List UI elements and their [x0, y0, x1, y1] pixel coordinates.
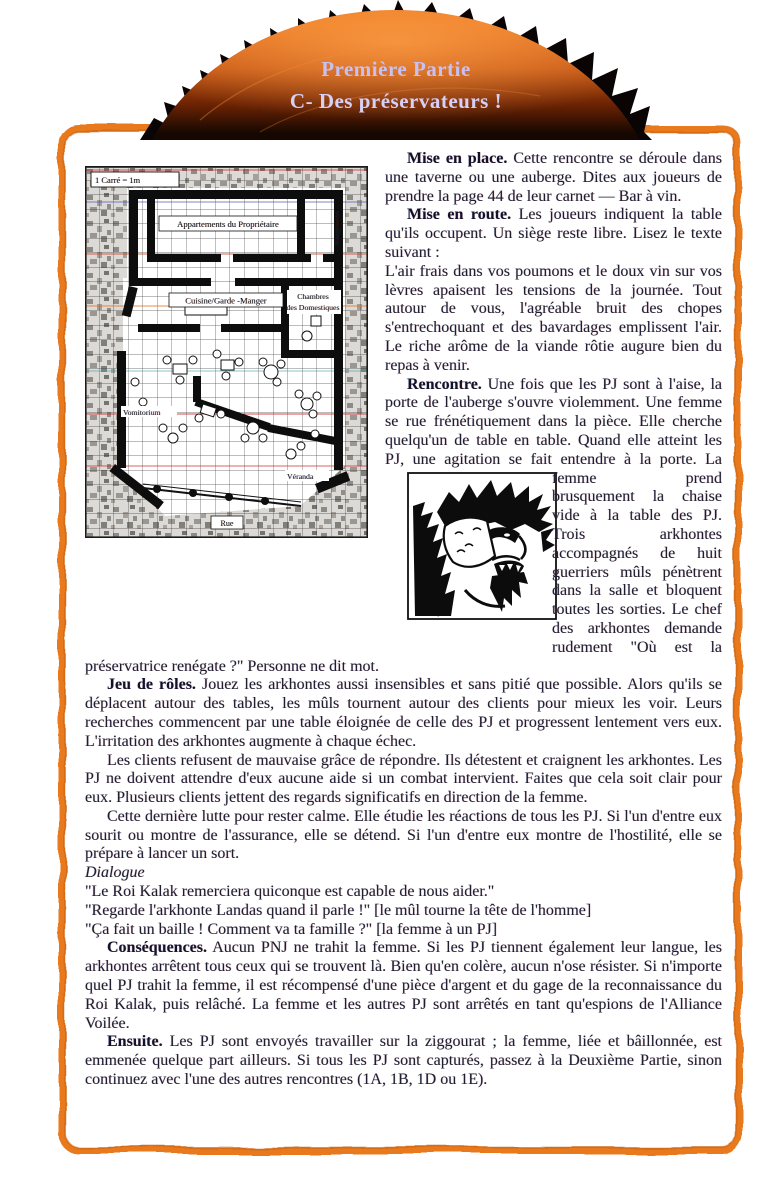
heading-mise-en-place: Mise en place.	[407, 150, 508, 167]
flame-header-art	[140, 0, 652, 142]
heading-mise-en-route: Mise en route.	[407, 206, 512, 224]
dialogue-label: Dialogue	[85, 864, 145, 882]
text-mise-en-route: Les joueurs indiquent la table qu'ils occupent. Un siège reste libre. Lisez le texte suivant :	[385, 206, 723, 261]
map-scale-label: 1 Carré = 1m	[95, 175, 141, 185]
heading-ensuite: Ensuite.	[107, 1033, 163, 1051]
heading-rencontre: Rencontre.	[407, 375, 482, 393]
portrait-illustration	[385, 472, 535, 620]
dialogue-line-2: "Regarde l'arkhonte Landas quand il parle !" [le mûl tourne la tête de l'homme]	[85, 901, 592, 919]
room-label-owner: Appartements du Propriétaire	[177, 219, 279, 229]
room-label-street: Rue	[220, 519, 234, 528]
heading-jeu-de-roles: Jeu de rôles.	[107, 676, 196, 694]
para-clients: Les clients refusent de mauvaise grâce de répondre. Ils détestent et craignent les arkhontes. Les PJ ne doivent attendre d'eux aucune aide si un combat intervient. Faites que cela soit clair pour eux. Plusieurs clients jettent des regards significatifs en direction de la femme.	[85, 751, 722, 807]
room-label-vomitorium: Vomitorium	[123, 408, 161, 417]
para-ensuite	[85, 1033, 722, 1089]
text-rencontre-before: Une fois que les PJ sont à l'aise, la porte de l'auberge s'ouvre violemment. Une femme se rue frénétiquement dans la pièce. Elle cherche quelqu'un de table en table. Quand elle atteint les PJ, une agitation se fait entendre à la porte. La femme	[385, 375, 722, 487]
dialogue-line-1: "Le Roi Kalak remerciera quiconque est capable de nous aider."	[85, 883, 495, 901]
room-label-servants-2: des Domestiques	[286, 303, 340, 312]
room-label-servants-1: Chambres	[297, 292, 329, 301]
text-consequences: Aucun PNJ ne trahit la femme. Si les PJ tiennent également leur langue, les arkhontes arrêtent tous ceux qui se trouvent là. Bien qu'en colère, aucun n'ose résister. Si n'importe quel PJ trahit la femme, il est récompensé d'une pièce d'argent et du gage de la reconnaissance du Roi Kalak, puis relâché. La femme et les autres PJ sont arrêtés en tant qu'espions de l'Alliance Voilée.	[85, 939, 722, 1032]
helmet-plate	[444, 517, 495, 566]
text-rencontre-after: prend brusquement la chaise vide à la table des PJ. Trois arkhontes accompagnés de huit guerriers mûls pénètrent dans la salle et bloquent toutes les sorties. Le chef des arkhontes demande rudement "Où est la préservatrice renégate ?" Personne ne dit mot.	[85, 469, 722, 675]
para-femme: Cette dernière lutte pour rester calme. Elle étudie les réactions de tous les PJ. Si l'un d'entre eux sourit ou montre de l'assurance, elle se détend. Si l'un d'entre eux montre de l'hostilité, elle se prépare à lancer un sort.	[85, 807, 722, 863]
text-jeu-de-roles: Jouez les arkhontes aussi insensibles et sans pitié que possible. Alors qu'ils se déplacent autour des tables, les mûls tournent autour des clients pour mieux les voir. Leurs recherches commencent par une table éloignée de celle des PJ et progressent lentement vers eux. L'irritation des arkhontes augmente à chaque échec.	[85, 676, 723, 750]
para-jeu-de-roles	[85, 676, 722, 751]
heading-consequences: Conséquences.	[107, 939, 208, 957]
room-label-storage: Rangement	[332, 210, 341, 246]
para-read-aloud: L'air frais dans vos poumons et le doux vin sur vos lèvres apaisent les tensions de la journée. Tout autour de vous, l'agréable bruit des chopes s'entrechoquant et des bavardages emplissent l'air. Le riche arôme de la viande rôtie augure bien du repas à venir.	[385, 262, 722, 374]
text-mise-en-place: Cette rencontre se déroule dans une taverne ou une auberge. Dites aux joueurs de prendre la page 44 de leur carnet — Bar à vin.	[385, 150, 722, 205]
dialogue-line-3: "Ça fait un baille ! Comment va ta famille ?" [la femme à un PJ]	[85, 920, 498, 938]
tavern-floorplan-map	[85, 166, 368, 538]
text-ensuite: Les PJ sont envoyés travailler sur la ziggourat ; la femme, liée et bâillonnée, est emmenée quelque part ailleurs. Si tous les PJ sont capturés, passez à la Deuxième Partie, sinon continuez avec l'une des autres rencontres (1A, 1B, 1D ou 1E).	[85, 1033, 723, 1089]
para-consequences	[85, 939, 722, 1033]
room-label-kitchen: Cuisine/Garde -Manger	[185, 295, 267, 306]
room-label-veranda: Véranda	[287, 472, 314, 481]
section-title: C- Des préservateurs !	[289, 89, 503, 113]
part-title: Première Partie	[321, 57, 471, 81]
page-body	[0, 150, 783, 1090]
